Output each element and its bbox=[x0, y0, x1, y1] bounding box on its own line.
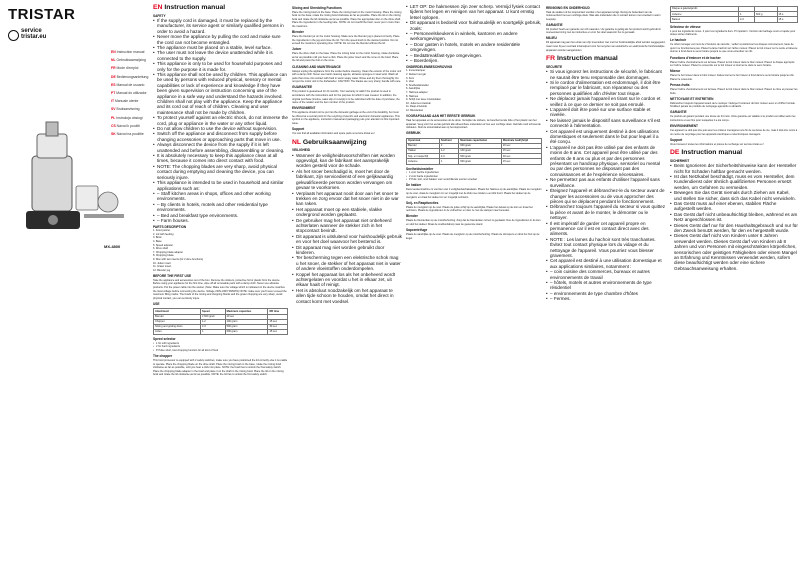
language-code: SV bbox=[111, 107, 116, 112]
safety-bullet: • Bewegen Sie das Gerät niemals durch Ziehen am Kabel, und stellen Sie sicher, dass sich das Kabel nicht verwickeln. bbox=[670, 190, 798, 201]
en-environment-text: This appliance should not be put into the domestic garbage at the end of its durability, but must be offered at a central point for the recycling of electric and electronic domestic appliances. This symbol on the appliance, instruction manual and packaging puts your attention to this important issue. bbox=[292, 111, 400, 126]
table-cell: 1 bbox=[201, 330, 226, 335]
table-cell: 30 sec bbox=[268, 324, 288, 329]
table-cell: 600 g bbox=[755, 12, 777, 17]
logo-text: TRISTAR bbox=[8, 6, 76, 23]
section-heading: NETTOYAGE ET ENTRETIEN bbox=[670, 96, 714, 101]
safety-bullet: • – Fermes. bbox=[546, 296, 666, 301]
safety-bullet: • Il est impératif de garder cet appareil propre en permanence car il est en contact direct avec des aliments. bbox=[546, 221, 666, 237]
safety-bullet: • Als het snoer beschadigd is, moet het door de fabrikant, zijn servicedienst of een gelijkwaardig gekwalificeerde persoon worden vervangen om gevaar te voorkomen. bbox=[292, 169, 402, 191]
safety-bullet: • – Door gasten in hotels, motels en andere residentiële omgevingen. bbox=[406, 42, 542, 53]
nl-guarantee-text: Dit product heeft een garantie van 24 maanden. Uw garantie is geldig als het product wordt gebruikt in overeenstemming met de instructies en voor het doel waarvoor het is gemaakt. bbox=[546, 27, 662, 35]
en-flag: EN bbox=[153, 4, 165, 11]
en-support-text: You can find all available information and spare parts at service.tristar.eu! bbox=[292, 132, 375, 136]
safety-bullet: • – Personeelskeukens in winkels, kantoren en andere werkomgevingen. bbox=[406, 31, 542, 42]
safety-bullet: • This appliance is only to be used for household purposes and only for the purpose it is made for. bbox=[153, 61, 288, 72]
table-cell: Snij- en raspschijf bbox=[407, 154, 440, 159]
part-item: 10. Julien insert bbox=[153, 261, 171, 265]
table-cell: 20 sec bbox=[501, 143, 541, 148]
nl-slicing-heading: Snij- en Raspfuncties bbox=[406, 200, 439, 205]
safety-bullet: • Débranchez toujours l'appareil du secteur si vous quittez la pièce et avant de le monter, le démonter ou le nettoyer. bbox=[546, 204, 666, 220]
en-safety-list bbox=[153, 18, 288, 223]
table-cell: 2 600 gram bbox=[201, 314, 226, 319]
speed-item: • P Pulse short, fast chopping function for all kind of food bbox=[153, 349, 288, 353]
safety-bullet: • LET OP: De hakmessen zijn zeer scherp. Vermijd fysiek contact tijdens het legen en reinigen van het apparaat. U kunt ernstig letsel oplopen. bbox=[406, 4, 542, 20]
table-cell: 1-2 bbox=[439, 149, 458, 154]
part-item: 3. Bowl bbox=[153, 236, 162, 240]
safety-bullet: • Ne laissez jamais le dispositif sans surveillance s'il est connecté à l'alimentation. bbox=[546, 118, 666, 129]
safety-bullet: • NOTE : Les lames du hachoir sont très tranchantes. Évitez tout contact physique lors du vidage et du nettoyage de l'appareil. Vous pourriez vous blesser gravement. bbox=[546, 237, 666, 259]
table-cell: Julienne bbox=[407, 159, 440, 164]
table-cell: 1 bbox=[439, 159, 458, 164]
table-header-cell: Speed bbox=[201, 309, 226, 314]
safety-bullet: • Cet appareil est uniquement destiné à des utilisations domestiques et seulement dans le but pour lequel il a été conçu. bbox=[546, 129, 666, 145]
table-cell: 15 sec bbox=[268, 319, 288, 324]
en-environment-heading: ENVIRONMENT bbox=[292, 106, 316, 111]
speed-item: • P Puls: kort, snel hakken voor verschillende soorten voedsel bbox=[406, 178, 542, 182]
language-item: FR Mode d'emploi bbox=[111, 66, 139, 71]
fr-safety-heading: SECURITE bbox=[546, 64, 563, 69]
brand-column bbox=[8, 4, 148, 571]
safety-bullet: • Dit apparaat is bedoeld voor huishoudelijk en soortgelijk gebruik, zoals: bbox=[406, 20, 542, 31]
safety-bullet: • – Bed&Breakfast-type omgevingen. bbox=[406, 53, 542, 58]
table-cell: Julienne bbox=[671, 12, 739, 17]
safety-bullet: • Dieses Gerät darf nur für den Haushaltsgebrauch und nur für den Zweck benutzt werden, für den es hergestellt wurde. bbox=[670, 223, 798, 234]
nl-blender-heading: Blender bbox=[406, 214, 418, 219]
table-cell: Blender bbox=[154, 314, 201, 319]
language-code: DE bbox=[111, 74, 116, 79]
table-cell: Julien bbox=[154, 330, 201, 335]
en-cleaning-text: Always unplug the appliance from the socket before cleaning. Clean the exterior of the motor unit with a damp cloth. Never use harsh cleaning agents, abrasive sponges or steel wool. Wash all parts that come into contact with food in warm soapy water. Rinse and dry them thoroughly. Do not put the motor unit in the dishwasher. CAUTION: The blades are very sharp; handle with care. bbox=[292, 69, 402, 84]
de-safety-heading: SICHERHEIT bbox=[670, 158, 690, 163]
safety-bullet: • Das Gerät darf nicht unbeaufsichtigt bleiben, während es am Netz angeschlossen ist. bbox=[670, 212, 798, 223]
part-item: 1. Invoerstamper bbox=[406, 69, 426, 73]
section-heading: Fonctions d'émincer et de hacher bbox=[670, 55, 721, 60]
fr-de-column bbox=[670, 4, 798, 571]
table-row bbox=[671, 17, 798, 22]
table-cell: Blender bbox=[407, 143, 440, 148]
safety-bullet: • L'appareil ne doit pas être utilisé par des enfants de moins de 8 ans. Cet appareil peut être utilisé par des enfants de 8 ans ou plus et par des personnes présentant un handicap physique, sensoriel ou mental ou par des personnes ne disposant pas des connaissances et de l'expérience nécessaires. bbox=[546, 145, 666, 177]
table-header-cell: Maximale capaciteiten bbox=[459, 138, 502, 143]
safety-bullet: • Si vous ignorez les instructions de sécurité, le fabricant ne saurait être tenu responsable des dommages. bbox=[546, 69, 666, 80]
service-badge-text: service tristar.eu bbox=[21, 28, 47, 40]
safety-bullet: • Always disconnect the device from the supply if it is left unattended and before assembling, disassembling or cleaning. bbox=[153, 142, 288, 153]
safety-bullet: • Koppel het apparaat los als het onbeheerd wordt achtergelaten en voordat u het in elkaar zet, uit elkaar haalt of reinigt. bbox=[292, 272, 402, 288]
en-speed-list bbox=[153, 342, 288, 353]
table-cell: 15 sec bbox=[268, 330, 288, 335]
safety-bullet: • If the supply cord is damaged, it must be replaced by the manufacturer, its service agent or similarly qualified persons in order to avoid a hazard. bbox=[153, 18, 288, 34]
part-item: 11. Rasp-inzetstuk bbox=[406, 105, 427, 109]
table-cell bbox=[755, 17, 777, 22]
safety-bullet: • L'appareil doit être posé sur une surface stable et nivelée. bbox=[546, 107, 666, 118]
table-cell: 15 s. bbox=[777, 12, 798, 17]
section-heading: GARANTIE bbox=[670, 110, 687, 115]
language-item: NL Gebruiksaanwijzing bbox=[111, 58, 146, 63]
nl-column bbox=[406, 4, 542, 571]
safety-bullet: • To protect yourself against an electric shock, do not immerse the cord, plug or appliance in the water or any other liquid. bbox=[153, 115, 288, 126]
en-juicer-text: Place the drive shaft on the base. Place the mixing bowl on the motor housing, rotate clockwise as far as possible until you hear a click. Place the juicer insert and the cone on the bowl. Place the lid and press the fruit on the cone. bbox=[292, 52, 400, 63]
nl-cleaning-text: Haal de stekker uit het stopcontact voordat u het apparaat reinigt. Reinig de buitenkant van de motoreenheid met een vochtige doek. Was alle onderdelen die in contact komen met voedsel in warm zeepsop. bbox=[546, 10, 661, 21]
language-item: IT Manuale utente bbox=[111, 99, 139, 104]
table-cell: 2 bbox=[439, 143, 458, 148]
table-cell: 2-3 bbox=[738, 17, 754, 22]
section-text: Ce robot ménager est muni de 2 boutons de sécurité ; veillez à positionner les disques correctement, faute de quoi il ne fonctionnera pas. Placez la lame hachoir sur l'arbre moteur. Placez le bol mixeur sur le socle et faites-le tourner à fond dans le sens horaire jusqu'à ce que vous entendiez un clic. bbox=[670, 43, 798, 54]
language-code: FR bbox=[111, 66, 116, 71]
table-cell: Batteur bbox=[671, 17, 739, 22]
part-item: 8. Chopping blade bbox=[153, 254, 174, 258]
nl-juicer-text: Plaats de aandrijfas op de voet. Plaats de mengkom op de motorbehuizing. Plaats de citruspers en druk het fruit op de kegel. bbox=[406, 232, 540, 240]
table-cell: 1 bbox=[738, 12, 754, 17]
nl-environment-heading: MILIEU bbox=[546, 36, 557, 41]
en-chopper-text: This food processor is equipped with 2 safety switches; make sure you have positioned the lid correctly else it is unable to operate. Place the chopping blade on the drive shaft. Place the mixing bowl on the base, rotate the mixing bowl clockwise as far as possible, until you hear a click into place. NOTE: the bowl has to unlock the final safety switch. Place the chopping blade adapter in the bowl and place it on the shaft in the mixing bowl. Place the lid on the mixing bowl and rotate the lid clockwise as far as possible. NOTE: the lid has to unlock the first safety switch. bbox=[153, 358, 288, 377]
safety-bullet: • – hôtels, motels et autres environnements de type résidentiel bbox=[546, 280, 666, 291]
table-cell: 15 sec bbox=[501, 149, 541, 154]
part-item: 7. Chopping blade adapter bbox=[153, 250, 184, 254]
table-cell: 20 sec bbox=[225, 314, 268, 319]
table-cell: 600 gram bbox=[459, 159, 502, 164]
speed-item: • 2 for hard ingredients bbox=[153, 345, 288, 349]
language-code: EN bbox=[111, 50, 116, 54]
section-text: 1 pour les ingrédients mous. 2 pour les ingrédients durs. P Impulsion : fonction de hachage court et rapide pour toutes sortes d'aliments. bbox=[670, 29, 796, 37]
table-header-cell: Maximale bedrijfstijd bbox=[501, 138, 541, 143]
section-text: Débranchez toujours l'appareil avant de le nettoyer. Nettoyez l'extérieur du bloc moteur avec un chiffon humide. N'utilisez jamais de produits de nettoyage agressifs ou abrasifs. bbox=[670, 101, 796, 109]
en-chopper-heading: The chopper bbox=[153, 353, 173, 358]
en-slicing-heading: Slicing and Shredding Functions bbox=[292, 5, 342, 10]
part-item: 12. Blenderkan bbox=[406, 108, 424, 112]
section-heading: Presse-fruits bbox=[670, 82, 690, 87]
table-cell: 600 gram bbox=[459, 143, 502, 148]
safety-bullet: • Beim Ignorieren der Sicherheitshinweise kann der Hersteller nicht für Schäden haftbar gemacht werden. bbox=[670, 163, 798, 174]
safety-bullet: • Never move the appliance by pulling the cord and make sure the cord can not become entangled. bbox=[153, 34, 288, 45]
table-cell: Hakker bbox=[407, 149, 440, 154]
safety-bullet: • – Bed and breakfast type environments. bbox=[153, 213, 288, 218]
language-item: SK Návod na použitie bbox=[111, 132, 144, 137]
nl-lead-list bbox=[406, 4, 542, 63]
safety-bullet: • Das Gerät muss auf einer ebenen, stabilen Fläche aufgestellt werden. bbox=[670, 201, 798, 212]
product-code: MX-4800 bbox=[104, 244, 121, 249]
safety-bullet: • Si le cordon d'alimentation est endommagé, il doit être remplacé par le fabricant, son réparateur ou des personnes qualifiées afin d'éviter tout risque. bbox=[546, 80, 666, 96]
table-header-cell: Opzetstuk bbox=[407, 138, 440, 143]
safety-bullet: • It is absolutely necessary to keep this appliance clean at all times, because it comes into direct contact with food. bbox=[153, 153, 288, 164]
de-safety-list bbox=[670, 163, 798, 271]
table-cell: 500 gram bbox=[459, 154, 502, 159]
language-code: IT bbox=[111, 99, 115, 104]
language-code: PL bbox=[111, 115, 116, 120]
safety-bullet: • Wanneer de veiligheidsvoorschriften niet worden opgevolgd, kan de fabrikant niet aansprakelijk worden gesteld voor de schade. bbox=[292, 153, 402, 169]
fr-sections bbox=[670, 25, 798, 147]
safety-bullet: • This appliance is intended to be used in household and similar applications such as: bbox=[153, 180, 288, 191]
safety-bullet: • Dieses Gerät darf nicht von Kindern unter 8 Jahren verwendet werden. Dieses Gerät darf von Kindern ab 8 Jahren und von Personen mit eingeschränkten körperlichen, sensorischen oder geistigen Fähigkeiten oder einem Mangel an Erfahrung und Kenntnissen verwendet werden, sofern diese beaufsichtigt werden oder eine sichere Gebrauchsanweisung erhalten. bbox=[670, 233, 798, 271]
nl-chopper-text: Deze keukenmachine is voorzien van 2 veiligheidsschakelaars. Plaats het hakmes op de aandrijfas. Plaats de mengkom op de voet, draai de mengkom zo ver mogelijk met de klok mee totdat u een klik hoort. Plaats het deksel op de mengkom en draai het deksel zo ver mogelijk rechtsom. bbox=[406, 188, 542, 199]
part-item: 5. Snelheidsinsteller bbox=[406, 83, 429, 87]
table-cell: 15 sec bbox=[501, 159, 541, 164]
safety-bullet: • This appliance shall not be used by children. This appliance can be used by persons with reduced physical, sensory or mental capabilities or lack of experience and knowledge if they have been given supervision or instruction concerning use of the appliance in a safe way and understand the hazards involved. Children shall not play with the appliance. Keep the appliance and its cord out of reach of children. Cleaning and user maintenance shall not be made by children. bbox=[153, 72, 288, 115]
en-guarantee-text: This product is guaranteed for 24 months. Your warranty is valid if the product is used in accordance with the instructions and for the purpose for which it was created. In addition, the original purchase (invoice, sales slip or receipt) is to be submitted with the date of purchase, the name of the retailer and the item number of the product. bbox=[292, 90, 400, 105]
nl-before-text: Haal het apparaat en de accessoires uit de doos. Verwijder de stickers, de beschermende folie of het plastic van het apparaat. Veeg voor het eerste gebruik alle afneembare onderdelen af met een vochtige doek. Gebruik nooit schurende middelen. Sluit de stroomkabel aan op het stopcontact. bbox=[406, 119, 541, 130]
section-heading: Sélecteur de vitesse bbox=[670, 24, 701, 29]
table-row bbox=[154, 330, 288, 335]
section-text: Cet appareil ne doit pas être jeté avec les ordures ménagères à la fin de sa durée de vie, mais il doit être remis à un centre de recyclage pour les appareils électriques et électroniques ménagers. bbox=[670, 128, 798, 136]
nl-chopper-heading: De hakker bbox=[406, 183, 422, 188]
safety-bullet: • Switch off the appliance and disconnect from supply before changing accessories or approaching parts that move in use. bbox=[153, 131, 288, 142]
en-before-text: Take the appliance and accessories out of the box. Remove the stickers, protective foil or plastic from the device. Before using your appliance for the first time, wipe off all removable parts with a damp cloth. Never use abrasive products. Put the power cable into the socket. (Note: Make sure the voltage which is indicated on the device matches the local voltage before connecting the device. Voltage 220V-240V 50/60Hz) NOTE: make sure you'll never exceed the maximum filling marks. The bowls of the mixing and chopping blocks and the grater chopping are very sharp, avoid physical contact, you can seriously injure. bbox=[153, 278, 287, 300]
section-text: Placez l'arbre d'entraînement sur la base. Placez le bol mixeur dans le bloc moteur. Placez le cône et pressez les fruits. bbox=[670, 87, 798, 95]
en-title: EN Instruction manual bbox=[153, 4, 226, 11]
safety-bullet: • – Farm houses. bbox=[153, 218, 288, 223]
safety-bullet: • Do not allow children to use the device without supervision. bbox=[153, 126, 288, 131]
de-title: DE Instruction manual bbox=[670, 149, 743, 157]
safety-bullet: • The user must not leave the device unattended while it is connected to the supply. bbox=[153, 50, 288, 61]
table-header-cell: Attachment bbox=[154, 309, 201, 314]
safety-bullet: • – environnements de type chambre d'hôtes bbox=[546, 291, 666, 296]
safety-bullet: • The appliance must be placed on a stable, level surface. bbox=[153, 45, 288, 50]
section-heading: Mixeur bbox=[670, 69, 681, 74]
table-cell: 1-2 bbox=[201, 319, 226, 324]
part-item: 9. Schijf met twee inzetstukken bbox=[406, 98, 441, 102]
safety-bullet: • Ter bescherming tegen een elektrische schok mag u het snoer, de stekker of het apparaat niet in water of andere vloeistoffen onderdompelen. bbox=[292, 255, 402, 271]
en-speed-heading: Speed selector bbox=[153, 337, 176, 342]
language-item: CS Návod k použití bbox=[111, 123, 141, 128]
table-cell: 600 gram bbox=[225, 330, 268, 335]
safety-bullet: • Het apparaat moet op een stabiele, vlakke ondergrond worden geplaatst. bbox=[292, 207, 402, 218]
part-item: 2. Lid with feeding bbox=[153, 232, 174, 236]
service-badge bbox=[8, 26, 47, 48]
table-header-cell: Maximum capacities bbox=[225, 309, 268, 314]
part-item: 7. Hakmes-adapter bbox=[406, 90, 428, 94]
language-code: CS bbox=[111, 123, 116, 128]
safety-bullet: • Ne déplacez jamais l'appareil en tirant sur le cordon et veillez à ce que ce dernier ne soit pas enroulé. bbox=[546, 96, 666, 107]
en-parts-list bbox=[153, 229, 288, 272]
safety-bullet: • Het is absoluut noodzakelijk om het apparaat te allen tijde schoon te houden, omdat het direct in contact komt met voedsel. bbox=[292, 288, 402, 304]
nl-parts-heading: ONDERDELENBESCHRIJVING bbox=[406, 64, 453, 69]
language-item: PT Manual do utilizador bbox=[111, 91, 147, 96]
en-slicing-text: Place the mixing bowl on the base. Place the mixing bowl on the motor housing. Place the mixing bowl on the base, rotate the mixing bowl clockwise as far as possible. Place the lid on the mixing bowl and rotate the lid clockwise as far as possible. Place the appropriate disc on the drive shaft. Place the ingredients in the feeding tube. NOTE: do not overfill the bowl; never put in more than the maximum. bbox=[292, 10, 402, 28]
speed-item: • 1 for soft ingredients bbox=[153, 342, 288, 346]
part-item: 11. Grater insert bbox=[153, 265, 172, 269]
safety-bullet: • Dit apparaat is uitsluitend voor huishoudelijk gebruik en voor het doel waarvoor het bestemd is. bbox=[292, 234, 402, 245]
safety-bullet: • – Boerderijen. bbox=[406, 58, 542, 63]
nl-parts-list bbox=[406, 69, 542, 112]
section-heading: ENVIRONNEMENT bbox=[670, 123, 698, 128]
part-item: 10. Julienne-inzetstuk bbox=[406, 101, 431, 105]
part-item: 1. Food pusher bbox=[153, 229, 171, 233]
part-item: 4. Base bbox=[153, 240, 162, 244]
nl-environment-text: Dit apparaat mag aan het einde van zijn levensduur niet met het huishoudelijke afval worden weggegooid, maar moet bij een centraal inzamelpunt voor het recyclen van elektrische en elektronische huishoudelijke apparaten worden aangeboden. bbox=[546, 41, 666, 52]
language-code: NL bbox=[111, 58, 116, 63]
part-item: 6. Drive shaft bbox=[153, 247, 169, 251]
table-header-cell: Snelheid bbox=[439, 138, 458, 143]
speed-item: • 1 voor zachte ingrediënten bbox=[406, 171, 542, 175]
nl-guarantee-heading: GARANTIE bbox=[546, 22, 563, 27]
part-item: 6. Aandrijfas bbox=[406, 87, 421, 91]
speed-item: • 2 voor harde ingrediënten bbox=[406, 175, 542, 179]
safety-bullet: • Verplaats het apparaat nooit door aan het snoer te trekken en zorg ervoor dat het snoer niet in de war kan raken. bbox=[292, 191, 402, 207]
en-cleaning-heading: CLEANING AND MAINTENANCE bbox=[292, 64, 341, 69]
table-cell: 100 gram bbox=[459, 149, 502, 154]
en-blender-text: Place the blender jar on the motor housing. Make sure the blender jug is placed correctly. Place the ingredients in the jug and close the lid. Turn the speed knob to the desired position. Do not exceed the maximum operating time. NOTE: Do not use the blender without the lid. bbox=[292, 34, 400, 46]
safety-bullet: • Éteignez l'appareil et débranchez-le du secteur avant de changer les accessoires ou de vous approcher des pièces qui se déplacent pendant le fonctionnement. bbox=[546, 188, 666, 204]
section-text: Placez le bol mixeur dans le bloc moteur. Faites tourner le bol mixeur à fond dans le sens horaire jusqu'au clic. Placez le couvercle. bbox=[670, 74, 795, 81]
part-item: 8. Hakmes bbox=[406, 94, 419, 98]
safety-bullet: • Dit apparaat mag niet worden gebruikt door kinderen. bbox=[292, 245, 402, 256]
safety-bullet: • Cet appareil est destiné à une utilisation domestique et aux applications similaires, notamment : bbox=[546, 258, 666, 269]
nl-safety-heading: VEILIGHEID bbox=[292, 148, 311, 153]
section-heading: Le hachoir bbox=[670, 38, 687, 43]
en-juicer-heading: Juicer bbox=[292, 47, 302, 52]
en-support-heading: Support bbox=[292, 127, 305, 132]
nl-title: NL Gebruiksaanwijzing bbox=[292, 138, 367, 146]
safety-bullet: • – By clients in hotels, motels and other residential type environments. bbox=[153, 202, 288, 213]
section-text: Ce produit est garanti pendant une durée de 24 mois. Votre garantie est valable si le produit est utilisé selon les instructions et aux fins pour lesquelles il a été conçu. bbox=[670, 115, 796, 122]
nl-use-heading: GEBRUIK bbox=[406, 131, 421, 136]
service-badge-icon bbox=[8, 30, 19, 41]
nl-speed-list bbox=[406, 171, 542, 182]
food-processor-image bbox=[12, 116, 140, 244]
en-before-heading: BEFORE THE FIRST USE bbox=[153, 273, 192, 278]
language-item: DE Bedienungsanleitung bbox=[111, 74, 149, 79]
part-item: 9. Disc with two inserts (for 2 slice functions) bbox=[153, 258, 204, 261]
nl-before-heading: VOORAFGAAND AAN HET EERSTE GEBRUIK bbox=[406, 114, 476, 118]
en-safety-heading: SAFETY bbox=[153, 13, 166, 18]
table-row bbox=[407, 159, 542, 164]
language-code: ES bbox=[111, 82, 116, 87]
part-item: 5. Speed adjuster bbox=[153, 243, 173, 247]
table-cell: 30 sec bbox=[501, 154, 541, 159]
table-cell: 15 s. bbox=[777, 17, 798, 22]
table-cell: 100 gram bbox=[225, 319, 268, 324]
nl-spec-table bbox=[406, 138, 542, 165]
section-text: Vous trouverez toutes les informations et pièces de rechange sur service.tristar.eu ! bbox=[670, 142, 764, 146]
en-use-heading: USE bbox=[153, 301, 160, 306]
part-item: 4. Voet bbox=[406, 80, 414, 84]
table-cell: 500 gram bbox=[225, 324, 268, 329]
nl-slicing-text: Plaats de mengkom op de voet. Plaats de juiste schijf op de aandrijfas. Plaats het deksel op de kom en draai het rechtsom. Plaats de ingrediënten in de vultrechter en duw ze met de stamper naar beneden. bbox=[406, 205, 533, 213]
safety-bullet: • – Staff kitchen areas in shops, offices and other working environments. bbox=[153, 191, 288, 202]
safety-bullet: • NOTE: The chopping blades are very sharp, avoid physical contact during emptying and cleaning the device, you can seriously injure. bbox=[153, 164, 288, 180]
language-code: SK bbox=[111, 132, 116, 137]
part-item: 12. Blender jug bbox=[153, 268, 171, 272]
table-cell: Disque à galette/jardin bbox=[671, 7, 739, 12]
tristar-logo bbox=[8, 6, 75, 23]
language-item: ES Manual de usuario bbox=[111, 82, 145, 87]
table-cell: 2-3 bbox=[439, 154, 458, 159]
language-item: PL Instrukcja obsługi bbox=[111, 115, 143, 120]
en-nl-column bbox=[292, 4, 402, 571]
nl-safety-list bbox=[292, 153, 402, 304]
safety-bullet: • Ne permettez pas aux enfants d'utiliser l'appareil sans surveillance. bbox=[546, 177, 666, 188]
part-item: 2. Deksel met gat bbox=[406, 72, 426, 76]
safety-bullet: • De gebruiker mag het apparaat niet onbeheerd achterlaten wanneer de stekker zich in het stopcontact bevindt. bbox=[292, 218, 402, 234]
section-text: Placez l'arbre d'entraînement sur la base. Placez le bol mixeur dans le bloc moteur. Placez le disque approprié sur l'arbre moteur. Placez le couvercle sur le bol mixeur et tournez-le dans le sens horaire. bbox=[670, 60, 795, 68]
language-code: PT bbox=[111, 91, 116, 96]
en-spec-table bbox=[153, 308, 288, 335]
fr-spec-table bbox=[670, 6, 798, 23]
language-item: SV Bruksanvisning bbox=[111, 107, 140, 112]
nl-fr-column bbox=[546, 4, 666, 571]
en-parts-heading: PARTS DESCRIPTION bbox=[153, 224, 187, 229]
language-item: EN Instruction manual bbox=[111, 50, 145, 54]
table-cell: Slicing and grating discs bbox=[154, 324, 201, 329]
nl-speed-heading: Snelheidsinsteller bbox=[406, 166, 434, 171]
table-header-cell: RB time bbox=[268, 309, 288, 314]
table-cell: Chopper bbox=[154, 319, 201, 324]
fr-title: FR Instruction manual bbox=[546, 55, 618, 63]
section-heading: Support bbox=[670, 137, 683, 142]
fr-safety-list bbox=[546, 69, 666, 301]
safety-bullet: • Ist das Netzkabel beschädigt, muss es vom Hersteller, dem Kundendienst oder ähnlich qualifizierten Personen ersetzt werden, um Gefahren zu vermeiden. bbox=[670, 174, 798, 190]
table-cell: 2-3 bbox=[201, 324, 226, 329]
en-column bbox=[153, 4, 288, 571]
nl-juicer-heading: Sapcentrifuge bbox=[406, 227, 428, 232]
part-item: 3. Kom bbox=[406, 76, 415, 80]
nl-cleaning-heading: REINIGING EN ONDERHOUD bbox=[546, 5, 590, 10]
en-guarantee-heading: GUARANTEE bbox=[292, 85, 313, 90]
safety-bullet: • – coin cuisine des commerces, bureaux et autres environnements de travail bbox=[546, 269, 666, 280]
en-blender-heading: Blender bbox=[292, 29, 304, 34]
nl-blender-text: Plaats de blenderkan op de motorbehuizing. Zorg dat de blenderkan correct is geplaatst. Doe de ingrediënten in de kan en sluit het deksel. Draai de snelheidsknop naar de gewenste stand. bbox=[406, 219, 541, 226]
